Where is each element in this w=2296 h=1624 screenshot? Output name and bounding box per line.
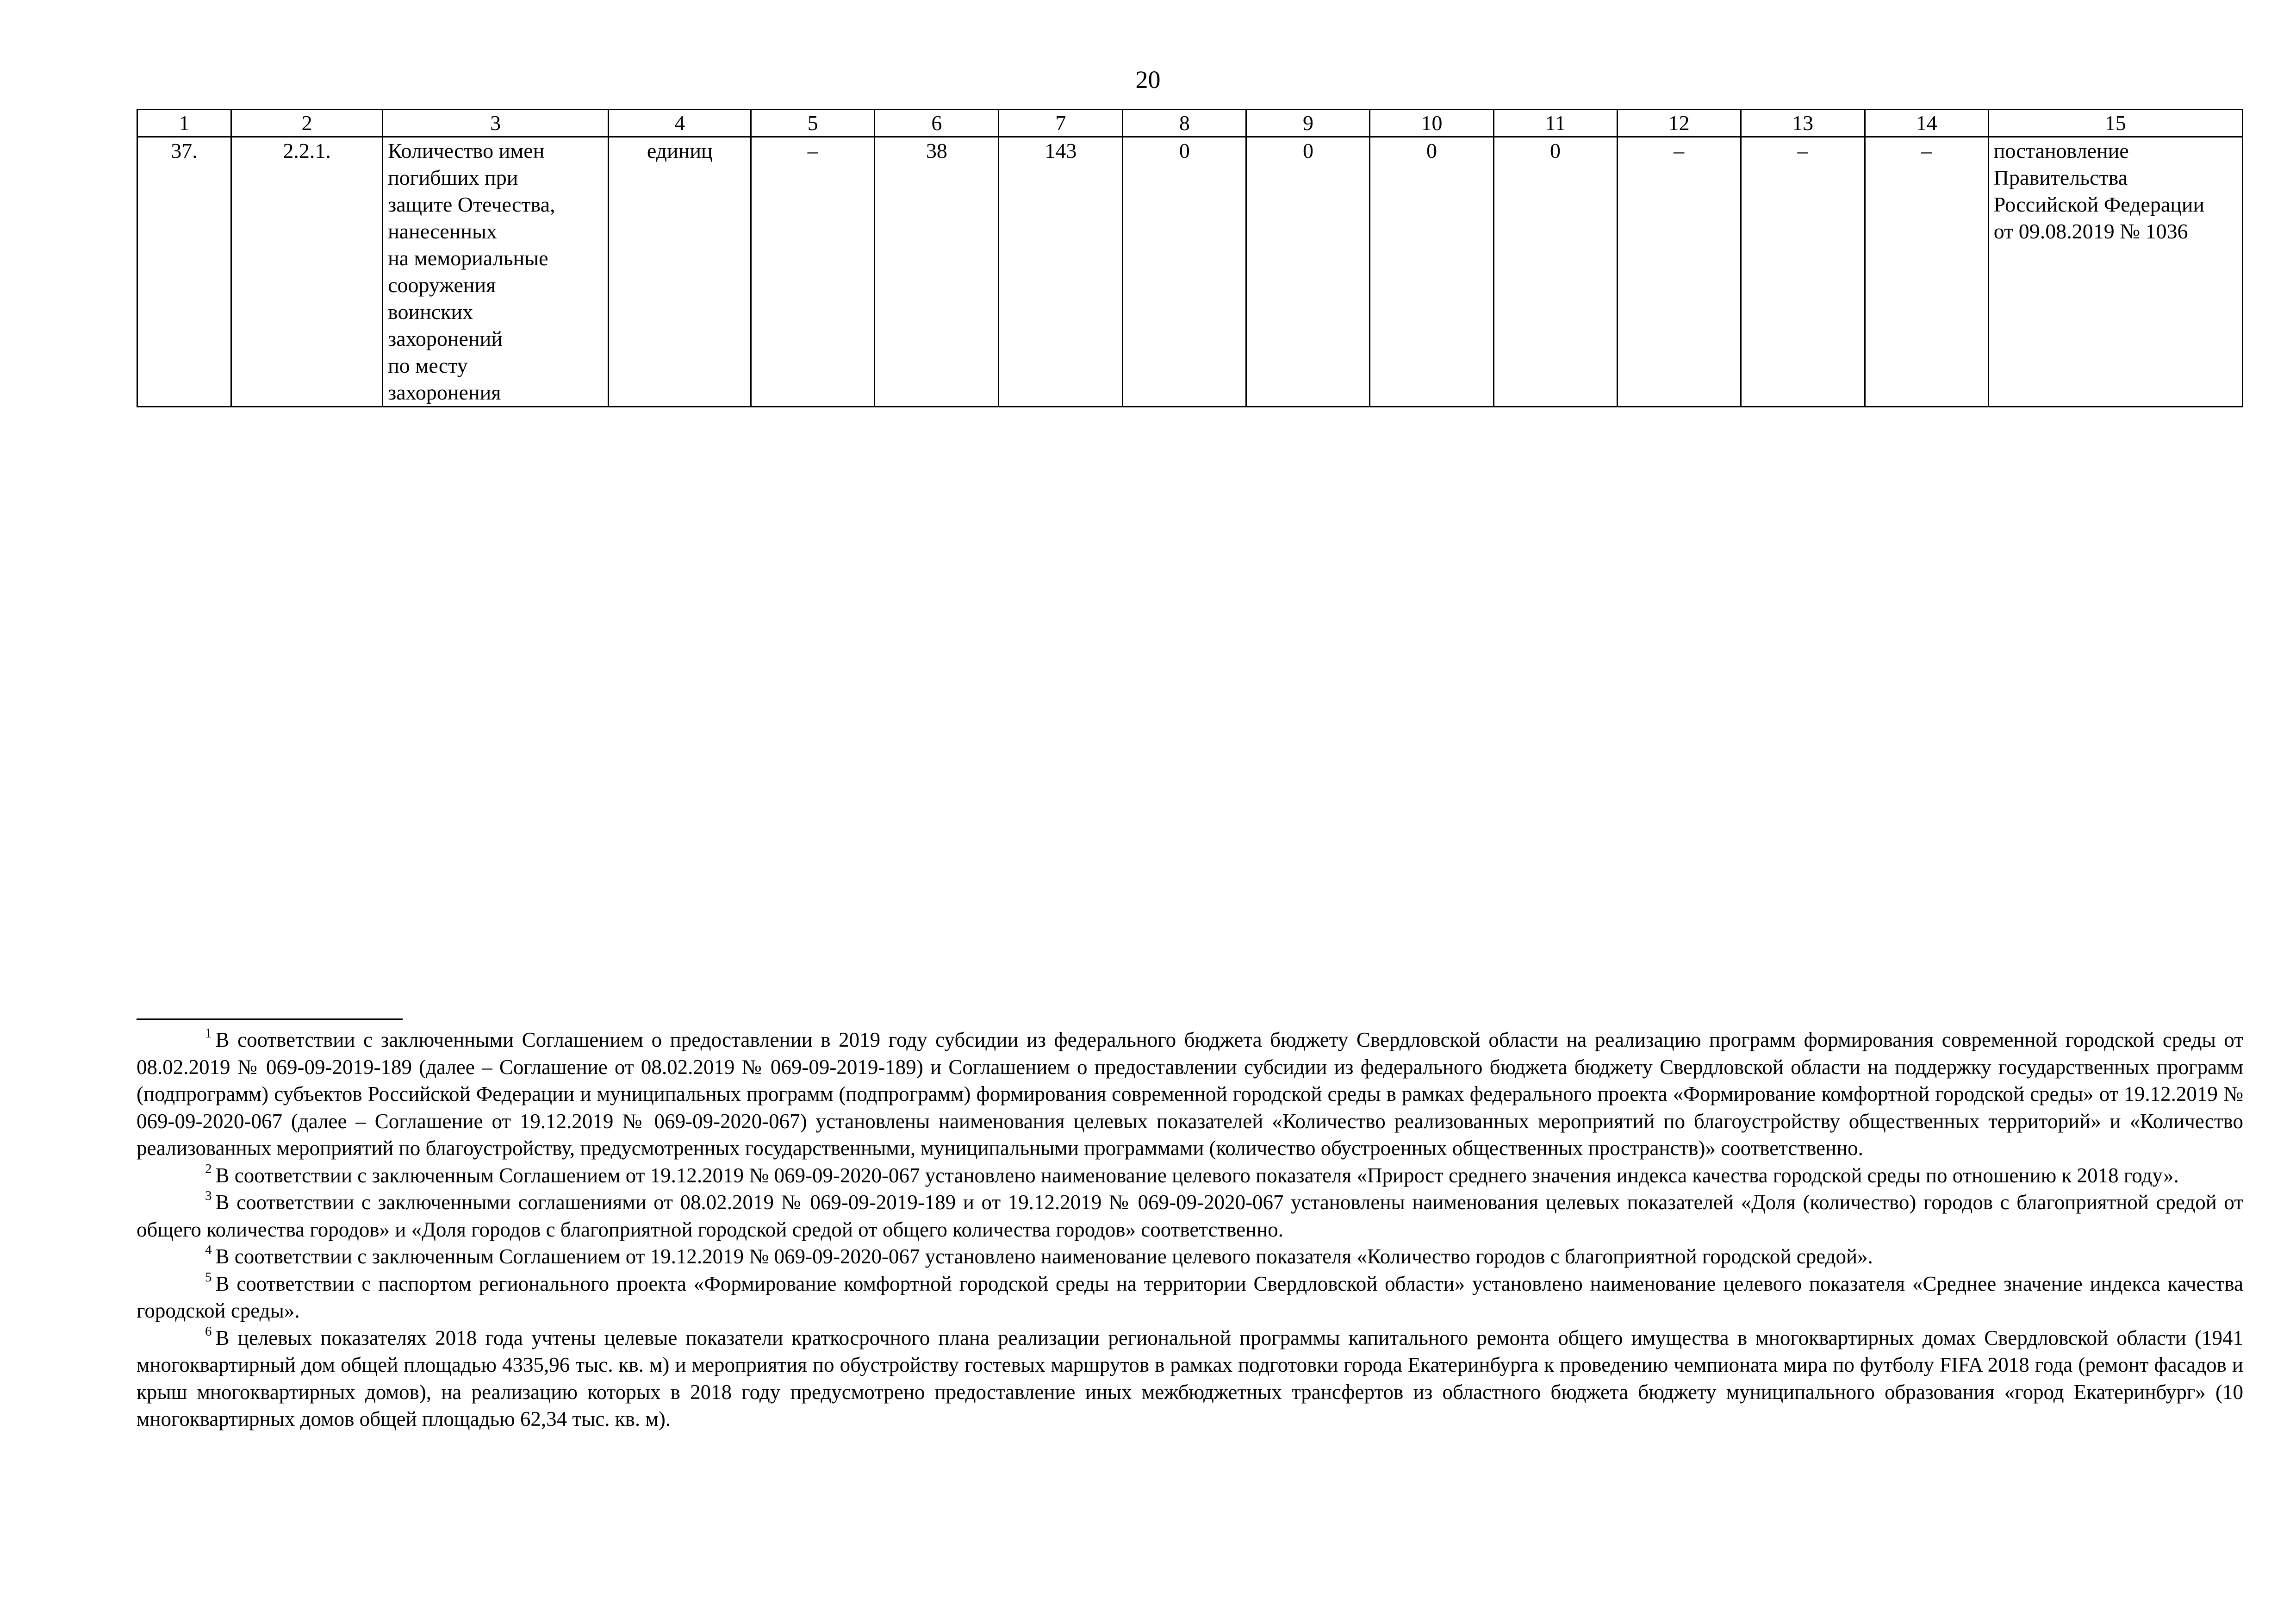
footnote xyxy=(137,1189,2243,1243)
value-cell: 0 xyxy=(1370,137,1493,407)
column-number: 1 xyxy=(137,110,231,137)
table-row xyxy=(137,137,2243,407)
footnote-text: В соответствии с заключенными соглашениями от 08.02.2019 № 069-09-2019-189 и от 19.12.2019 № 069-09-2020-067 установлены наименования целевых показателей «Доля (количество) городов с благоприятной средой от общего количества городов» и «Доля городов с благоприятной городской средой от общего количества городов» соответственно. xyxy=(137,1191,2243,1241)
value-cell: 0 xyxy=(1123,137,1246,407)
page-number: 20 xyxy=(1135,66,1161,94)
footnote-text: В соответствии с заключенным Соглашением от 19.12.2019 № 069-09-2020-067 установлено наименование целевого показателя «Количество городов с благоприятной городской средой». xyxy=(215,1245,1873,1268)
column-number: 3 xyxy=(383,110,609,137)
table-header-row xyxy=(137,110,2243,137)
footnote-mark: 3 xyxy=(205,1188,212,1203)
footnote xyxy=(137,1243,2243,1270)
footnote-mark: 1 xyxy=(205,1026,212,1041)
column-number: 5 xyxy=(751,110,875,137)
footnote-text: В целевых показателях 2018 года учтены целевые показатели краткосрочного плана реализации региональной программы капитального ремонта общего имущества в многоквартирных домах Свердловской области (1941 многоквартирный дом общей площадью 4335,96 тыс. кв. м) и мероприятия по обустройству гостевых маршрутов в рамках подготовки города Екатеринбурга к проведению чемпионата мира по футболу FIFA 2018 года (ремонт фасадов и крыш многоквартирных домов), на реализацию которых в 2018 году предусмотрено предоставление иных межбюджетных трансфертов из областного бюджета бюджету муниципального образования «город Екатеринбург» (10 многоквартирных домов общей площадью 62,34 тыс. кв. м). xyxy=(137,1326,2243,1430)
footnote xyxy=(137,1270,2243,1324)
value-cell: 38 xyxy=(875,137,999,407)
column-number: 10 xyxy=(1370,110,1493,137)
footnote-mark: 6 xyxy=(205,1324,212,1339)
footnote-text: В соответствии с паспортом регионального проекта «Формирование комфортной городской среды на территории Свердловской области» установлено наименование целевого показателя «Среднее значение индекса качества городской среды». xyxy=(137,1272,2243,1322)
footnote-text: В соответствии с заключенным Соглашением от 19.12.2019 № 069-09-2020-067 установлено наименование целевого показателя «Прирост среднего значения индекса качества городской среды по отношению к 2018 году». xyxy=(215,1163,2179,1187)
value-cell: – xyxy=(1741,137,1865,407)
footnote xyxy=(137,1324,2243,1433)
value-cell: 0 xyxy=(1246,137,1370,407)
value-cell: 0 xyxy=(1493,137,1617,407)
column-number: 2 xyxy=(231,110,383,137)
footnote-mark: 4 xyxy=(205,1243,212,1257)
column-number: 15 xyxy=(1988,110,2242,137)
footnote-mark: 2 xyxy=(205,1161,212,1176)
column-number: 9 xyxy=(1246,110,1370,137)
column-number: 7 xyxy=(999,110,1123,137)
footnote xyxy=(137,1162,2243,1189)
footnotes xyxy=(137,1018,2243,1433)
footnote-text: В соответствии с заключенными Соглашением о предоставлении в 2019 году субсидии из федерального бюджета бюджету Свердловской области на реализацию программ формирования современной городской среды от 08.02.2019 № 069-09-2019-189 (далее – Соглашение от 08.02.2019 № 069-09-2019-189) и Соглашением о предоставлении субсидии из федерального бюджета бюджету Свердловской области на поддержку государственных программ (подпрограмм) субъектов Российской Федерации и муниципальных программ (подпрограмм) формирования современной городской среды в рамках федерального проекта «Формирование комфортной городской среды» от 19.12.2019 № 069-09-2020-067 (далее – Соглашение от 19.12.2019 № 069-09-2020-067) установлены наименования целевых показателей «Количество реализованных мероприятий по благоустройству общественных территорий» и «Количество реализованных мероприятий по благоустройству, предусмотренных государственными, муниципальными программами (количество обустроенных общественных пространств)» соответственно. xyxy=(137,1028,2243,1160)
unit-cell: единиц xyxy=(609,137,751,407)
value-cell: 143 xyxy=(999,137,1123,407)
column-number: 4 xyxy=(609,110,751,137)
source-document-cell: постановление Правительства Российской Федерации от 09.08.2019 № 1036 xyxy=(1988,137,2242,407)
footnote-mark: 5 xyxy=(205,1269,212,1285)
column-number: 6 xyxy=(875,110,999,137)
value-cell: – xyxy=(1617,137,1741,407)
value-cell: – xyxy=(751,137,875,407)
indicators-table xyxy=(137,109,2243,407)
column-number: 12 xyxy=(1617,110,1741,137)
column-number: 14 xyxy=(1865,110,1988,137)
column-number: 13 xyxy=(1741,110,1865,137)
column-number: 8 xyxy=(1123,110,1246,137)
column-number: 11 xyxy=(1493,110,1617,137)
value-cell: – xyxy=(1865,137,1988,407)
row-number-cell: 37. xyxy=(137,137,231,407)
footnote-separator xyxy=(137,1018,403,1020)
item-code-cell: 2.2.1. xyxy=(231,137,383,407)
footnote xyxy=(137,1026,2243,1162)
indicator-name-cell: Количество имен погибших при защите Отечества, нанесенных на мемориальные сооружения воинских захоронений по месту захоронения xyxy=(383,137,609,407)
